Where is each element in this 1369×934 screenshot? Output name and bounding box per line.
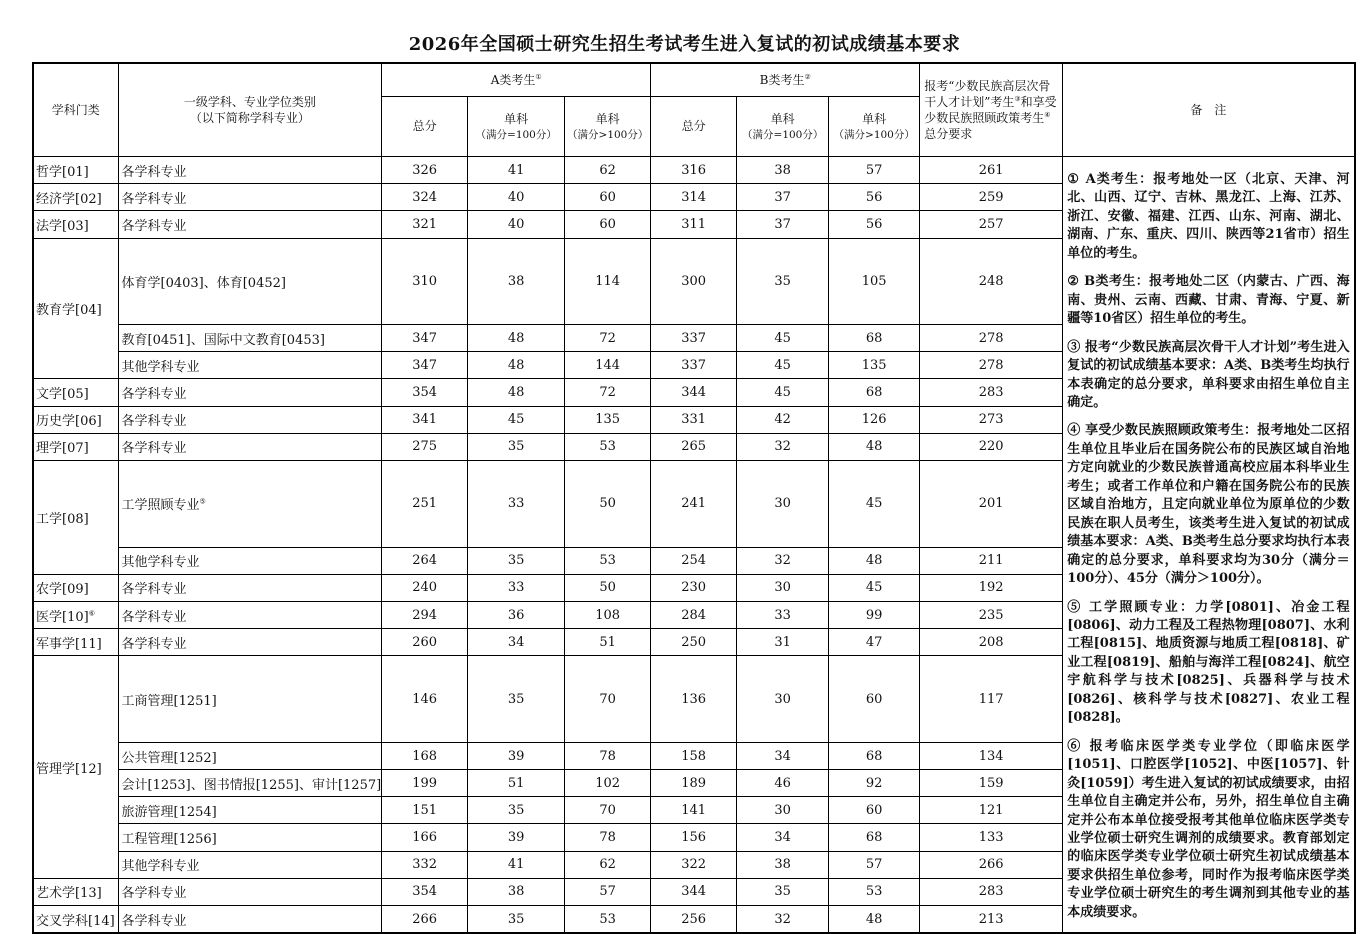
score-cell: 166	[382, 824, 468, 851]
score-cell: 72	[565, 325, 651, 352]
score-cell: 156	[651, 824, 737, 851]
header-a-single-le: 单科 （满分=100分）	[468, 97, 565, 157]
footnote-mark: ⑤	[199, 497, 206, 506]
category-cell: 教育学[04]	[33, 238, 118, 379]
score-cell: 344	[651, 379, 737, 406]
header-notes: 备 注	[1063, 63, 1355, 157]
score-cell: 134	[920, 742, 1063, 769]
score-cell: 321	[382, 211, 468, 238]
score-cell: 283	[920, 379, 1063, 406]
note-paragraph: ③ 报考“少数民族高层次骨干人才计划”考生进入复试的初试成绩基本要求：A类、B类考生均执行本表确定的总分要求，单科要求由招生单位自主确定。	[1067, 339, 1350, 410]
score-cell: 168	[382, 742, 468, 769]
subject-cell: 其他学科专业	[118, 851, 382, 878]
score-cell: 45	[737, 352, 829, 379]
score-cell: 68	[829, 325, 920, 352]
page-title: 2026年全国硕士研究生招生考试考生进入复试的初试成绩基本要求	[408, 34, 961, 55]
score-cell: 34	[737, 824, 829, 851]
score-cell: 68	[829, 742, 920, 769]
score-cell: 151	[382, 797, 468, 824]
table-row	[33, 157, 1355, 184]
score-cell: 68	[829, 824, 920, 851]
subject-cell: 其他学科专业	[118, 547, 382, 574]
score-cell: 294	[382, 601, 468, 628]
score-cell: 314	[651, 184, 737, 211]
score-cell: 53	[565, 433, 651, 460]
score-cell: 159	[920, 770, 1063, 797]
subject-cell: 会计[1253]、图书情报[1255]、审计[1257]	[118, 770, 382, 797]
score-cell: 105	[829, 238, 920, 325]
score-cell: 354	[382, 878, 468, 905]
subject-cell: 各学科专业	[118, 433, 382, 460]
category-cell: 工学[08]	[33, 461, 118, 575]
category-cell: 交叉学科[14]	[33, 906, 118, 934]
score-cell: 213	[920, 906, 1063, 934]
subject-cell: 各学科专业	[118, 906, 382, 934]
score-cell: 39	[468, 742, 565, 769]
score-cell: 57	[565, 878, 651, 905]
score-cell: 30	[737, 461, 829, 548]
score-cell: 146	[382, 656, 468, 743]
score-cell: 48	[468, 325, 565, 352]
header-subject-line2: （以下简称学科专业）	[189, 111, 310, 125]
header-subject	[118, 63, 382, 157]
subject-cell: 旅游管理[1254]	[118, 797, 382, 824]
score-table	[32, 62, 1356, 934]
score-cell: 41	[468, 157, 565, 184]
score-cell: 40	[468, 211, 565, 238]
score-cell: 38	[737, 851, 829, 878]
footnote-mark: ①	[535, 72, 542, 81]
score-cell: 136	[651, 656, 737, 743]
score-cell: 311	[651, 211, 737, 238]
score-cell: 261	[920, 157, 1063, 184]
score-cell: 70	[565, 797, 651, 824]
note-paragraph: ① A类考生：报考地处一区（北京、天津、河北、山西、辽宁、吉林、黑龙江、上海、江苏、浙江、安徽、福建、江西、山东、河南、湖北、湖南、广东、重庆、四川、陕西等21省市）招生单位的考生。	[1067, 172, 1350, 261]
category-cell: 管理学[12]	[33, 656, 118, 879]
score-cell: 50	[565, 461, 651, 548]
score-cell: 265	[651, 433, 737, 460]
score-cell: 62	[565, 851, 651, 878]
subject-cell: 各学科专业	[118, 574, 382, 601]
score-cell: 60	[565, 184, 651, 211]
score-cell: 30	[737, 797, 829, 824]
score-cell: 316	[651, 157, 737, 184]
score-cell: 42	[737, 406, 829, 433]
score-cell: 37	[737, 184, 829, 211]
subject-cell: 各学科专业	[118, 878, 382, 905]
score-cell: 48	[468, 352, 565, 379]
score-cell: 32	[737, 547, 829, 574]
score-cell: 57	[829, 157, 920, 184]
score-cell: 254	[651, 547, 737, 574]
category-cell: 医学[10]⑥	[33, 601, 118, 628]
header-a-total: 总分	[382, 97, 468, 157]
score-cell: 337	[651, 352, 737, 379]
score-cell: 257	[920, 211, 1063, 238]
score-cell: 68	[829, 379, 920, 406]
score-cell: 341	[382, 406, 468, 433]
score-cell: 62	[565, 157, 651, 184]
subject-cell: 公共管理[1252]	[118, 742, 382, 769]
subject-cell: 各学科专业	[118, 629, 382, 656]
score-cell: 92	[829, 770, 920, 797]
score-cell: 39	[468, 824, 565, 851]
header-b-single-le: 单科 （满分=100分）	[737, 97, 829, 157]
score-cell: 332	[382, 851, 468, 878]
score-cell: 45	[737, 325, 829, 352]
score-cell: 35	[468, 547, 565, 574]
score-cell: 189	[651, 770, 737, 797]
score-cell: 133	[920, 824, 1063, 851]
subject-cell: 工商管理[1251]	[118, 656, 382, 743]
header-subject-line1: 一级学科、专业学位类别	[183, 94, 316, 109]
subject-cell: 工学照顾专业⑤	[118, 461, 382, 548]
category-cell: 文学[05]	[33, 379, 118, 406]
header-group-a: A类考生①	[382, 63, 651, 97]
score-cell: 235	[920, 601, 1063, 628]
subject-cell: 其他学科专业	[118, 352, 382, 379]
header-group-b: B类考生②	[651, 63, 920, 97]
header-b-total: 总分	[651, 97, 737, 157]
score-cell: 60	[829, 797, 920, 824]
score-cell: 344	[651, 878, 737, 905]
score-cell: 126	[829, 406, 920, 433]
score-cell: 240	[382, 574, 468, 601]
score-cell: 30	[737, 656, 829, 743]
score-cell: 60	[829, 656, 920, 743]
score-cell: 135	[565, 406, 651, 433]
category-cell: 农学[09]	[33, 574, 118, 601]
score-cell: 33	[468, 574, 565, 601]
score-cell: 35	[737, 238, 829, 325]
subject-cell: 教育[0451]、国际中文教育[0453]	[118, 325, 382, 352]
score-cell: 33	[468, 461, 565, 548]
score-cell: 33	[737, 601, 829, 628]
score-cell: 208	[920, 629, 1063, 656]
score-cell: 251	[382, 461, 468, 548]
score-cell: 35	[468, 906, 565, 934]
score-cell: 32	[737, 433, 829, 460]
score-cell: 347	[382, 352, 468, 379]
score-cell: 324	[382, 184, 468, 211]
score-cell: 38	[468, 878, 565, 905]
score-cell: 47	[829, 629, 920, 656]
score-cell: 34	[737, 742, 829, 769]
score-cell: 53	[565, 906, 651, 934]
footnote-mark: ⑥	[88, 609, 95, 618]
category-cell: 历史学[06]	[33, 406, 118, 433]
score-cell: 322	[651, 851, 737, 878]
score-cell: 141	[651, 797, 737, 824]
score-cell: 102	[565, 770, 651, 797]
score-cell: 34	[468, 629, 565, 656]
score-cell: 278	[920, 352, 1063, 379]
score-cell: 38	[468, 238, 565, 325]
score-cell: 48	[829, 547, 920, 574]
note-paragraph: ② B类考生：报考地处二区（内蒙古、广西、海南、贵州、云南、西藏、甘肃、青海、宁夏、新疆等10省区）招生单位的考生。	[1067, 274, 1350, 327]
score-cell: 331	[651, 406, 737, 433]
score-cell: 275	[382, 433, 468, 460]
score-cell: 51	[468, 770, 565, 797]
score-cell: 35	[468, 433, 565, 460]
score-cell: 264	[382, 547, 468, 574]
score-cell: 70	[565, 656, 651, 743]
score-cell: 121	[920, 797, 1063, 824]
score-cell: 192	[920, 574, 1063, 601]
score-cell: 300	[651, 238, 737, 325]
score-cell: 241	[651, 461, 737, 548]
footnote-mark: ②	[804, 72, 811, 81]
score-cell: 35	[737, 878, 829, 905]
score-cell: 37	[737, 211, 829, 238]
score-cell: 99	[829, 601, 920, 628]
score-cell: 117	[920, 656, 1063, 743]
score-cell: 41	[468, 851, 565, 878]
score-cell: 326	[382, 157, 468, 184]
score-cell: 45	[829, 574, 920, 601]
subject-cell: 体育学[0403]、体育[0452]	[118, 238, 382, 325]
score-cell: 53	[829, 878, 920, 905]
table-body	[33, 157, 1355, 934]
score-cell: 31	[737, 629, 829, 656]
score-cell: 284	[651, 601, 737, 628]
score-cell: 347	[382, 325, 468, 352]
category-cell: 军事学[11]	[33, 629, 118, 656]
header-b-single-gt: 单科 （满分>100分）	[829, 97, 920, 157]
category-cell: 理学[07]	[33, 433, 118, 460]
score-cell: 158	[651, 742, 737, 769]
score-cell: 266	[920, 851, 1063, 878]
subject-cell: 各学科专业	[118, 211, 382, 238]
score-cell: 248	[920, 238, 1063, 325]
score-cell: 201	[920, 461, 1063, 548]
header-minority: 报考“少数民族高层次骨干人才计划”考生③和享受少数民族照顾政策考生④总分要求	[920, 63, 1063, 157]
note-paragraph: ④ 享受少数民族照顾政策考生：报考地处二区招生单位且毕业后在国务院公布的民族区域自治地方定向就业的少数民族普通高校应届本科毕业生考生；或者工作单位和户籍在国务院公布的民族区域自治地方，且定向就业单位为原单位的少数民族在职人员考生，该类考生进入复试的初试成绩基本要求：A类、B类考生总分要求均执行本表确定的总分要求，单科要求均为30分（满分＝100分）、45分（满分＞100分）。	[1067, 423, 1350, 587]
score-cell: 283	[920, 878, 1063, 905]
score-cell: 273	[920, 406, 1063, 433]
score-cell: 337	[651, 325, 737, 352]
score-cell: 48	[468, 379, 565, 406]
note-paragraph: ⑥ 报考临床医学类专业学位（即临床医学[1051]、口腔医学[1052]、中医[1057]、针灸[1059]）考生进入复试的初试成绩要求，由招生单位自主确定并公布，另外，招生单位自主确定并公布本单位接受报考其他单位临床医学类专业学位硕士研究生调剂的成绩要求。教育部划定的临床医学类专业学位硕士研究生初试成绩基本要求供招生单位参考，同时作为报考临床医学类专业学位硕士研究生的考生调剂到其他专业的基本成绩要求。	[1067, 738, 1350, 920]
score-cell: 32	[737, 906, 829, 934]
score-cell: 40	[468, 184, 565, 211]
score-cell: 46	[737, 770, 829, 797]
score-cell: 278	[920, 325, 1063, 352]
score-cell: 144	[565, 352, 651, 379]
score-cell: 114	[565, 238, 651, 325]
score-cell: 45	[737, 379, 829, 406]
header-a-single-gt: 单科 （满分>100分）	[565, 97, 651, 157]
score-cell: 78	[565, 824, 651, 851]
score-cell: 45	[829, 461, 920, 548]
category-cell: 艺术学[13]	[33, 878, 118, 905]
category-cell: 哲学[01]	[33, 157, 118, 184]
score-cell: 256	[651, 906, 737, 934]
score-cell: 51	[565, 629, 651, 656]
score-cell: 48	[829, 906, 920, 934]
score-cell: 310	[382, 238, 468, 325]
score-cell: 50	[565, 574, 651, 601]
subject-cell: 各学科专业	[118, 379, 382, 406]
score-cell: 354	[382, 379, 468, 406]
category-cell: 经济学[02]	[33, 184, 118, 211]
score-cell: 266	[382, 906, 468, 934]
score-cell: 35	[468, 797, 565, 824]
score-cell: 135	[829, 352, 920, 379]
score-cell: 56	[829, 211, 920, 238]
subject-cell: 各学科专业	[118, 601, 382, 628]
score-cell: 45	[468, 406, 565, 433]
header-category: 学科门类	[33, 63, 118, 157]
score-cell: 259	[920, 184, 1063, 211]
subject-cell: 各学科专业	[118, 184, 382, 211]
score-cell: 230	[651, 574, 737, 601]
score-cell: 220	[920, 433, 1063, 460]
category-cell: 法学[03]	[33, 211, 118, 238]
score-cell: 35	[468, 656, 565, 743]
score-cell: 260	[382, 629, 468, 656]
score-cell: 30	[737, 574, 829, 601]
note-paragraph: ⑤ 工学照顾专业：力学[0801]、冶金工程[0806]、动力工程及工程热物理[0807]、水利工程[0815]、地质资源与地质工程[0818]、矿业工程[0819]、船舶与海洋工程[0824]、航空宇航科学与技术[0825]、兵器科学与技术[0826]、核科学与技术[0827]、农业工程[0828]。	[1067, 599, 1350, 726]
subject-cell: 各学科专业	[118, 157, 382, 184]
subject-cell: 工程管理[1256]	[118, 824, 382, 851]
score-cell: 38	[737, 157, 829, 184]
score-cell: 48	[829, 433, 920, 460]
score-cell: 199	[382, 770, 468, 797]
score-cell: 72	[565, 379, 651, 406]
score-cell: 36	[468, 601, 565, 628]
score-cell: 57	[829, 851, 920, 878]
score-cell: 108	[565, 601, 651, 628]
score-cell: 250	[651, 629, 737, 656]
score-cell: 78	[565, 742, 651, 769]
notes-cell	[1063, 157, 1355, 934]
score-cell: 60	[565, 211, 651, 238]
score-cell: 56	[829, 184, 920, 211]
score-cell: 211	[920, 547, 1063, 574]
score-cell: 53	[565, 547, 651, 574]
subject-cell: 各学科专业	[118, 406, 382, 433]
